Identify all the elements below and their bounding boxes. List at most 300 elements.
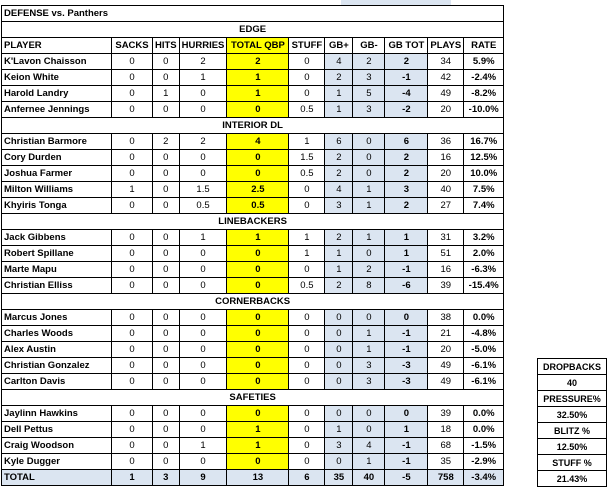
summary-value: 21.43% [538, 471, 607, 487]
cell-gbp: 2 [325, 278, 353, 294]
player-row [2, 182, 504, 198]
cell-rate: 2.0% [464, 246, 504, 262]
column-header-rate: RATE [464, 38, 504, 54]
cell-hurries: 1 [179, 230, 227, 246]
cell-gbm: 8 [353, 278, 385, 294]
cell-qbp: 1 [227, 230, 289, 246]
cell-qbp: 4 [227, 134, 289, 150]
cell-sacks: 0 [112, 454, 153, 470]
cell-sacks: 0 [112, 54, 153, 70]
player-name: Carlton Davis [2, 374, 112, 390]
cell-rate: 12.5% [464, 150, 504, 166]
cell-plays: 27 [428, 198, 464, 214]
cell-stuff: 1 [289, 134, 325, 150]
player-row [2, 358, 504, 374]
cell-sacks: 0 [112, 230, 153, 246]
cell-gbm: 2 [353, 54, 385, 70]
cell-gbp: 2 [325, 230, 353, 246]
cell-hits: 0 [153, 438, 180, 454]
cell-gbt: 2 [385, 150, 428, 166]
column-header-sacks: SACKS [112, 38, 153, 54]
cell-qbp: 0 [227, 166, 289, 182]
cell-hits: 0 [153, 310, 180, 326]
cell-gbt: -1 [385, 262, 428, 278]
cell-qbp: 0 [227, 150, 289, 166]
title-row [2, 6, 504, 22]
cell-plays: 36 [428, 134, 464, 150]
player-row [2, 310, 504, 326]
player-name: Anfernee Jennings [2, 102, 112, 118]
cell-gbp: 0 [325, 342, 353, 358]
cell-stuff: 0 [289, 182, 325, 198]
section-title: INTERIOR DL [2, 118, 504, 134]
cell-qbp: 0 [227, 278, 289, 294]
player-row [2, 454, 504, 470]
cell-hurries: 0 [179, 278, 227, 294]
player-name: Keion White [2, 70, 112, 86]
cell-sacks: 0 [112, 278, 153, 294]
cell-hurries: 0 [179, 374, 227, 390]
summary-value: 32.50% [538, 407, 607, 423]
cell-gbm: 0 [353, 134, 385, 150]
cell-sacks: 0 [112, 262, 153, 278]
cell-qbp: 1 [227, 70, 289, 86]
cell-stuff: 0 [289, 262, 325, 278]
cell-hurries: 1 [179, 70, 227, 86]
player-row [2, 422, 504, 438]
cell-gbt: -1 [385, 70, 428, 86]
cell-hits: 0 [153, 422, 180, 438]
cell-rate: 16.7% [464, 134, 504, 150]
cell-gbt: 1 [385, 422, 428, 438]
player-name: K'Lavon Chaisson [2, 54, 112, 70]
cell-gbm: 1 [353, 198, 385, 214]
section-header-row [2, 294, 504, 310]
cell-gbm: 0 [353, 166, 385, 182]
total-hits: 3 [153, 470, 180, 486]
cell-hurries: 1 [179, 438, 227, 454]
cell-gbt: 1 [385, 246, 428, 262]
section-header-row [2, 22, 504, 38]
player-row [2, 438, 504, 454]
total-row [2, 470, 504, 486]
cell-qbp: 0 [227, 342, 289, 358]
cell-sacks: 0 [112, 246, 153, 262]
cell-hits: 0 [153, 406, 180, 422]
column-header-row [2, 38, 504, 54]
cell-qbp: 0.5 [227, 198, 289, 214]
cell-gbm: 4 [353, 438, 385, 454]
cell-gbt: -3 [385, 374, 428, 390]
cell-rate: 3.2% [464, 230, 504, 246]
cell-gbm: 3 [353, 70, 385, 86]
cell-gbt: -1 [385, 326, 428, 342]
cell-stuff: 1 [289, 246, 325, 262]
cell-gbm: 0 [353, 406, 385, 422]
player-name: Jack Gibbens [2, 230, 112, 246]
cell-hurries: 1.5 [179, 182, 227, 198]
column-header-hurries: HURRIES [179, 38, 227, 54]
total-gbp: 35 [325, 470, 353, 486]
cell-gbt: 1 [385, 230, 428, 246]
cell-plays: 39 [428, 406, 464, 422]
cell-sacks: 0 [112, 326, 153, 342]
cell-rate: 10.0% [464, 166, 504, 182]
cell-gbm: 1 [353, 326, 385, 342]
total-rate: -3.4% [464, 470, 504, 486]
cell-hurries: 0 [179, 342, 227, 358]
total-gbm: 40 [353, 470, 385, 486]
cell-gbt: -1 [385, 342, 428, 358]
cell-hurries: 0 [179, 422, 227, 438]
cell-hits: 0 [153, 70, 180, 86]
summary-value-row [538, 407, 607, 423]
player-name: Dell Pettus [2, 422, 112, 438]
cell-plays: 21 [428, 326, 464, 342]
cell-rate: -2.9% [464, 454, 504, 470]
cell-hurries: 0 [179, 454, 227, 470]
total-stuff: 6 [289, 470, 325, 486]
cell-gbp: 1 [325, 246, 353, 262]
cell-plays: 38 [428, 310, 464, 326]
cell-gbt: 6 [385, 134, 428, 150]
cell-gbt: -1 [385, 454, 428, 470]
summary-label-row [538, 455, 607, 471]
cell-qbp: 0 [227, 374, 289, 390]
player-row [2, 102, 504, 118]
summary-label-row [538, 391, 607, 407]
player-name: Jaylinn Hawkins [2, 406, 112, 422]
cell-sacks: 0 [112, 310, 153, 326]
cell-gbm: 5 [353, 86, 385, 102]
cell-rate: 0.0% [464, 310, 504, 326]
player-name: Christian Gonzalez [2, 358, 112, 374]
cell-gbp: 1 [325, 422, 353, 438]
total-qbp: 13 [227, 470, 289, 486]
cell-gbp: 0 [325, 310, 353, 326]
cell-hurries: 2 [179, 134, 227, 150]
player-name: Khyiris Tonga [2, 198, 112, 214]
summary-label-row [538, 359, 607, 375]
player-name: Christian Barmore [2, 134, 112, 150]
player-row [2, 326, 504, 342]
cell-gbp: 0 [325, 454, 353, 470]
cell-sacks: 0 [112, 198, 153, 214]
cell-gbt: -2 [385, 102, 428, 118]
cell-hits: 0 [153, 230, 180, 246]
column-header-qbp: TOTAL QBP [227, 38, 289, 54]
cell-gbt: 0 [385, 310, 428, 326]
cell-plays: 20 [428, 102, 464, 118]
total-hurries: 9 [179, 470, 227, 486]
cell-sacks: 0 [112, 102, 153, 118]
cell-hits: 1 [153, 86, 180, 102]
cell-hits: 0 [153, 358, 180, 374]
total-sacks: 1 [112, 470, 153, 486]
cell-hits: 0 [153, 246, 180, 262]
cell-rate: 0.0% [464, 406, 504, 422]
cell-plays: 49 [428, 358, 464, 374]
cell-gbt: -4 [385, 86, 428, 102]
player-row [2, 198, 504, 214]
cell-qbp: 0 [227, 310, 289, 326]
cell-qbp: 2.5 [227, 182, 289, 198]
cell-gbt: -3 [385, 358, 428, 374]
cell-sacks: 0 [112, 70, 153, 86]
cell-stuff: 0 [289, 358, 325, 374]
player-name: Joshua Farmer [2, 166, 112, 182]
cell-qbp: 0 [227, 358, 289, 374]
cell-hits: 0 [153, 198, 180, 214]
cell-sacks: 0 [112, 358, 153, 374]
cell-gbm: 3 [353, 358, 385, 374]
summary-panel [537, 358, 607, 487]
cell-gbm: 1 [353, 342, 385, 358]
player-row [2, 246, 504, 262]
player-row [2, 342, 504, 358]
cell-gbp: 6 [325, 134, 353, 150]
section-header-row [2, 390, 504, 406]
cell-hurries: 0 [179, 150, 227, 166]
cell-gbm: 3 [353, 374, 385, 390]
cell-hurries: 0 [179, 358, 227, 374]
section-title: LINEBACKERS [2, 214, 504, 230]
cell-hits: 0 [153, 262, 180, 278]
cell-rate: -10.0% [464, 102, 504, 118]
cell-hurries: 0 [179, 166, 227, 182]
cell-stuff: 1.5 [289, 150, 325, 166]
cell-gbm: 0 [353, 150, 385, 166]
cell-plays: 49 [428, 374, 464, 390]
cell-plays: 39 [428, 278, 464, 294]
cell-gbm: 3 [353, 102, 385, 118]
cell-gbt: 2 [385, 198, 428, 214]
cell-rate: -15.4% [464, 278, 504, 294]
cell-hits: 0 [153, 278, 180, 294]
player-row [2, 54, 504, 70]
cell-rate: 7.4% [464, 198, 504, 214]
cell-stuff: 1 [289, 230, 325, 246]
cell-rate: -4.8% [464, 326, 504, 342]
total-plays: 758 [428, 470, 464, 486]
cell-stuff: 0 [289, 326, 325, 342]
cell-hits: 0 [153, 326, 180, 342]
cell-sacks: 0 [112, 374, 153, 390]
cell-sacks: 0 [112, 150, 153, 166]
cell-plays: 40 [428, 182, 464, 198]
cell-rate: 0.0% [464, 422, 504, 438]
cell-stuff: 0 [289, 454, 325, 470]
sheet-title: DEFENSE vs. Panthers [2, 6, 504, 22]
cell-stuff: 0 [289, 310, 325, 326]
cell-gbp: 1 [325, 86, 353, 102]
player-name: Milton Williams [2, 182, 112, 198]
player-row [2, 262, 504, 278]
cell-plays: 20 [428, 342, 464, 358]
column-header-stuff: STUFF [289, 38, 325, 54]
cell-plays: 20 [428, 166, 464, 182]
cell-hurries: 0 [179, 262, 227, 278]
column-header-gbt: GB TOT [385, 38, 428, 54]
cell-rate: -2.4% [464, 70, 504, 86]
column-header-gbm: GB- [353, 38, 385, 54]
cell-qbp: 0 [227, 246, 289, 262]
cell-stuff: 0.5 [289, 278, 325, 294]
cell-gbp: 1 [325, 262, 353, 278]
cell-stuff: 0 [289, 406, 325, 422]
cell-plays: 35 [428, 454, 464, 470]
player-row [2, 166, 504, 182]
summary-label-row [538, 423, 607, 439]
cell-hurries: 0 [179, 246, 227, 262]
cell-gbt: 2 [385, 166, 428, 182]
player-name: Marcus Jones [2, 310, 112, 326]
section-title: EDGE [2, 22, 504, 38]
player-name: Christian Elliss [2, 278, 112, 294]
cell-plays: 68 [428, 438, 464, 454]
column-header-gbp: GB+ [325, 38, 353, 54]
cell-qbp: 1 [227, 422, 289, 438]
player-row [2, 278, 504, 294]
player-row [2, 150, 504, 166]
cell-sacks: 0 [112, 422, 153, 438]
cell-gbp: 3 [325, 438, 353, 454]
cell-stuff: 0 [289, 374, 325, 390]
cell-hits: 0 [153, 342, 180, 358]
cell-gbt: 3 [385, 182, 428, 198]
cell-sacks: 1 [112, 182, 153, 198]
cell-hits: 0 [153, 182, 180, 198]
total-gbt: -5 [385, 470, 428, 486]
column-header-hits: HITS [153, 38, 180, 54]
cell-hurries: 0 [179, 406, 227, 422]
cell-stuff: 0 [289, 54, 325, 70]
section-header-row [2, 118, 504, 134]
player-name: Craig Woodson [2, 438, 112, 454]
cell-gbt: -1 [385, 438, 428, 454]
summary-value-row [538, 471, 607, 487]
summary-value-row [538, 375, 607, 391]
section-header-row [2, 214, 504, 230]
summary-label: DROPBACKS [538, 359, 607, 375]
cell-hurries: 0 [179, 86, 227, 102]
player-name: Kyle Dugger [2, 454, 112, 470]
cell-hits: 0 [153, 374, 180, 390]
cell-gbp: 0 [325, 358, 353, 374]
cell-hurries: 0 [179, 310, 227, 326]
cell-gbt: -6 [385, 278, 428, 294]
cell-rate: 7.5% [464, 182, 504, 198]
cell-hits: 0 [153, 150, 180, 166]
cell-qbp: 0 [227, 326, 289, 342]
cell-sacks: 0 [112, 166, 153, 182]
cell-gbp: 0 [325, 326, 353, 342]
summary-value-row [538, 439, 607, 455]
cell-gbt: 0 [385, 406, 428, 422]
cell-stuff: 0 [289, 70, 325, 86]
cell-rate: -5.0% [464, 342, 504, 358]
cell-plays: 31 [428, 230, 464, 246]
cell-hits: 0 [153, 454, 180, 470]
cell-gbp: 3 [325, 198, 353, 214]
cell-gbm: 0 [353, 246, 385, 262]
cell-plays: 51 [428, 246, 464, 262]
cell-gbp: 2 [325, 70, 353, 86]
cell-rate: 5.9% [464, 54, 504, 70]
cell-sacks: 0 [112, 86, 153, 102]
cell-qbp: 1 [227, 438, 289, 454]
cell-gbp: 4 [325, 182, 353, 198]
cell-gbp: 4 [325, 54, 353, 70]
cell-stuff: 0.5 [289, 102, 325, 118]
section-title: CORNERBACKS [2, 294, 504, 310]
summary-label: BLITZ % [538, 423, 607, 439]
cell-rate: -6.3% [464, 262, 504, 278]
player-row [2, 374, 504, 390]
cell-hits: 0 [153, 102, 180, 118]
cell-plays: 16 [428, 262, 464, 278]
column-header-plays: PLAYS [428, 38, 464, 54]
cell-hits: 0 [153, 166, 180, 182]
player-row [2, 134, 504, 150]
cell-qbp: 0 [227, 406, 289, 422]
cell-stuff: 0 [289, 438, 325, 454]
cell-qbp: 2 [227, 54, 289, 70]
cell-qbp: 1 [227, 86, 289, 102]
cell-stuff: 0 [289, 198, 325, 214]
cell-gbm: 1 [353, 182, 385, 198]
cell-sacks: 0 [112, 438, 153, 454]
cell-plays: 49 [428, 86, 464, 102]
summary-label: PRESSURE% [538, 391, 607, 407]
player-row [2, 86, 504, 102]
cell-plays: 18 [428, 422, 464, 438]
total-name: TOTAL [2, 470, 112, 486]
player-row [2, 406, 504, 422]
cell-hurries: 0 [179, 326, 227, 342]
cell-plays: 34 [428, 54, 464, 70]
cell-gbm: 1 [353, 454, 385, 470]
cell-gbp: 2 [325, 150, 353, 166]
column-header-name: PLAYER [2, 38, 112, 54]
cell-hurries: 0 [179, 102, 227, 118]
section-title: SAFETIES [2, 390, 504, 406]
cell-stuff: 0 [289, 86, 325, 102]
summary-value: 40 [538, 375, 607, 391]
cell-qbp: 0 [227, 102, 289, 118]
player-name: Alex Austin [2, 342, 112, 358]
cell-stuff: 0 [289, 422, 325, 438]
summary-value: 12.50% [538, 439, 607, 455]
cell-gbp: 0 [325, 374, 353, 390]
cell-rate: -6.1% [464, 358, 504, 374]
cell-sacks: 0 [112, 134, 153, 150]
cell-gbm: 0 [353, 310, 385, 326]
cell-stuff: 0 [289, 342, 325, 358]
player-name: Robert Spillane [2, 246, 112, 262]
player-name: Charles Woods [2, 326, 112, 342]
player-row [2, 70, 504, 86]
cell-gbp: 1 [325, 102, 353, 118]
player-name: Cory Durden [2, 150, 112, 166]
cell-qbp: 0 [227, 454, 289, 470]
defense-stats-table [1, 5, 504, 486]
cell-rate: -1.5% [464, 438, 504, 454]
player-name: Marte Mapu [2, 262, 112, 278]
cell-gbp: 0 [325, 406, 353, 422]
summary-label: STUFF % [538, 455, 607, 471]
player-name: Harold Landry [2, 86, 112, 102]
